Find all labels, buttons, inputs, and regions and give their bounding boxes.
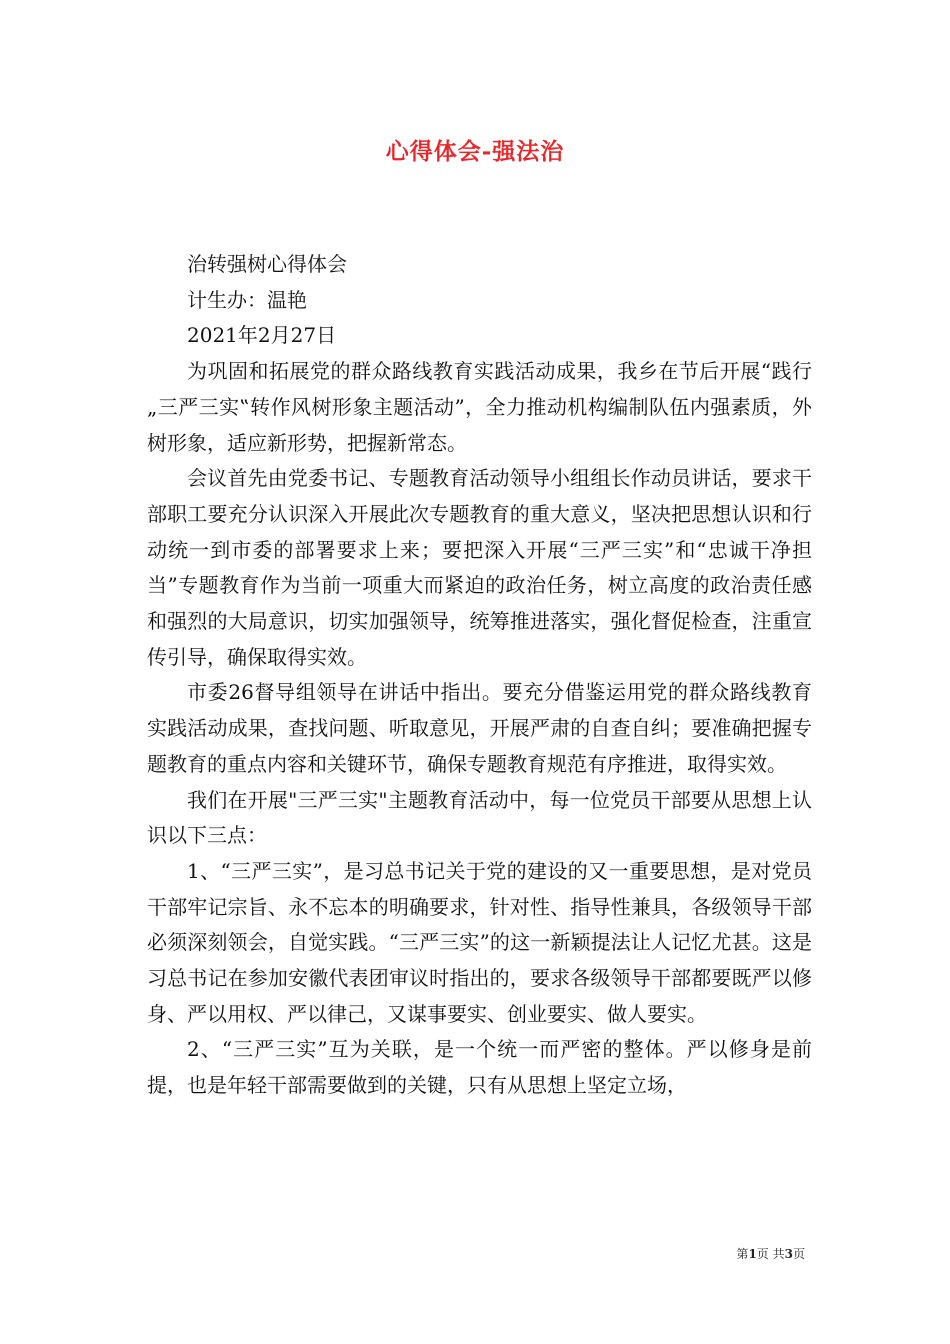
document-title: 心得体会-强法治: [385, 138, 565, 165]
paragraph-author: 计生办：温艳: [187, 287, 307, 312]
footer-suffix: 页: [792, 1247, 805, 1261]
paragraph-subtitle: 治转强树心得体会: [187, 252, 347, 276]
paragraph: 会议首先由党委书记、专题教育活动领导小组组长作动员讲话，要求干部职工要充分认识深入开展此次专题教育的重大意义，坚决把思想认识和行动统一到市委的部署要求上来；要把深入开展“三严三实”和“忠诚干净担当”专题教育作为当前一项重大而紧迫的政治任务，树立高度的政治责任感和强烈的大局意识，切实加强领导，统筹推进落实，强化督促检查，注重宣传引导，确保取得实效。: [147, 466, 812, 669]
page-footer: [736, 1245, 805, 1262]
paragraph-date: 2021年2月27日: [187, 323, 337, 348]
paragraph: 市委26督导组领导在讲话中指出。要充分借鉴运用党的群众路线教育实践活动成果，查找问题、听取意见，开展严肃的自查自纠；要准确把握专题教育的重点内容和关键环节，确保专题教育规范有序推进，取得实效。: [147, 680, 812, 776]
footer-total-pages: 3: [784, 1247, 793, 1261]
paragraph: 1、“三严三实”，是习总书记关于党的建设的又一重要思想，是对党员干部牢记宗旨、永不忘本的明确要求，针对性、指导性兼具，各级领导干部必须深刻领会，自觉实践。“三严三实”的这一新颖提法让人记忆尤甚。这是习总书记在参加安徽代表团审议时指出的，要求各级领导干部都要既严以修身、严以用权、严以律己，又谋事要实、创业要实、做人要实。: [147, 858, 812, 1026]
paragraph: 我们在开展"三严三实"主题教育活动中，每一位党员干部要从思想上认识以下三点：: [147, 787, 812, 848]
footer-prefix: 第: [736, 1247, 749, 1261]
paragraph: 2、“三严三实”互为关联，是一个统一而严密的整体。严以修身是前提，也是年轻干部需要做到的关键，只有从思想上坚定立场，: [147, 1037, 812, 1098]
footer-current-page: 1: [748, 1247, 757, 1261]
footer-middle: 页 共: [756, 1247, 785, 1261]
paragraph: 为巩固和拓展党的群众路线教育实践活动成果，我乡在节后开展“践行„三严三实‟转作风树形象主题活动”，全力推动机构编制队伍内强素质，外树形象，适应新形势，把握新常态。: [147, 359, 812, 455]
document-body: [147, 247, 812, 1104]
